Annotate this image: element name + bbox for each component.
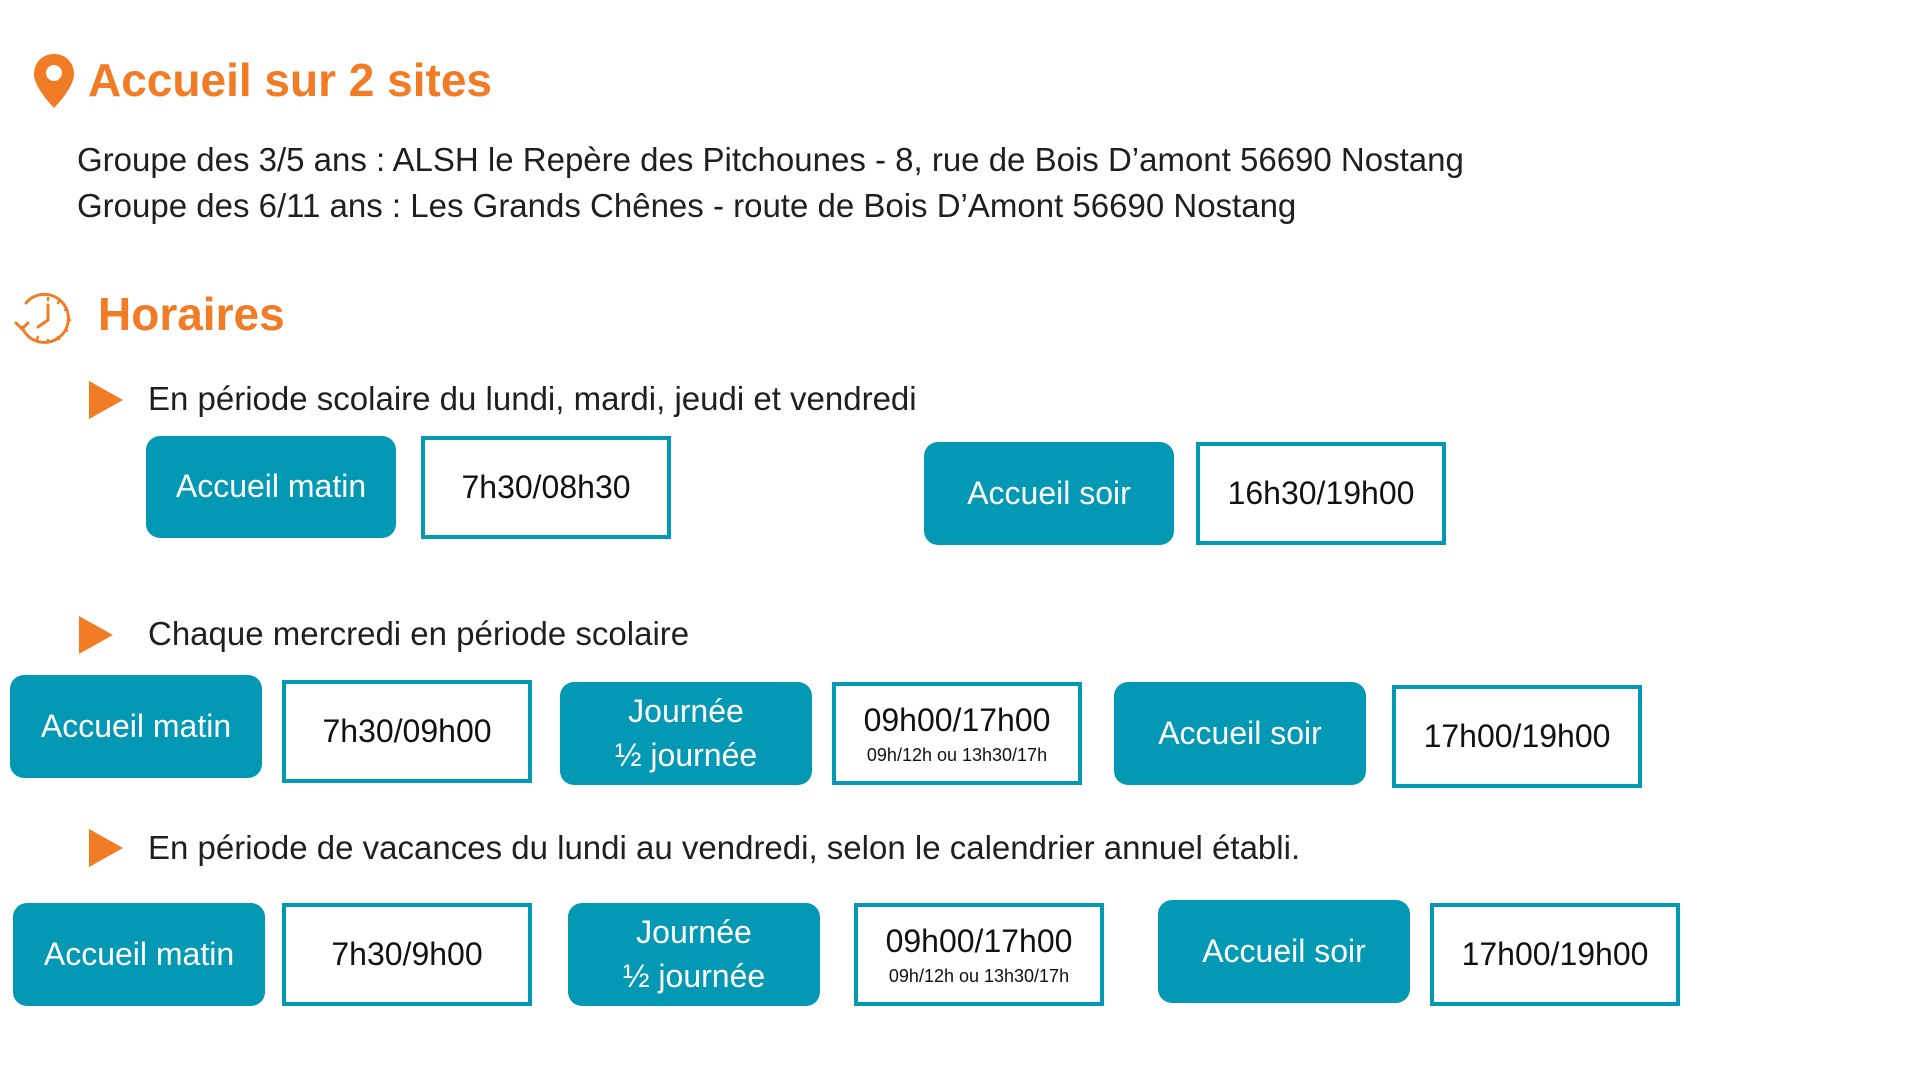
horaires-title: Horaires (98, 288, 285, 340)
pill-label: Accueil matin (175, 468, 367, 505)
triangle-bullet-icon (89, 829, 123, 867)
time-box-soir (1392, 685, 1642, 788)
accueil-soir-pill (924, 442, 1174, 545)
pill-label-journee: Journée (636, 914, 752, 951)
pill-label: Accueil soir (1202, 932, 1366, 969)
pill-label: Accueil soir (967, 474, 1131, 511)
time-box-journee (854, 903, 1104, 1006)
pill-label-journee: Journée (628, 693, 744, 730)
time-value: 7h30/9h00 (331, 936, 483, 973)
pill-label: Accueil soir (1158, 714, 1322, 751)
site-line-1: Groupe des 3/5 ans : ALSH le Repère des Pitchounes - 8, rue de Bois D’amont 56690 Nostang (77, 141, 1464, 178)
time-sub-value: 09h/12h ou 13h30/17h (866, 744, 1048, 765)
pill-label: Accueil matin (43, 935, 235, 972)
journee-pill (568, 903, 820, 1006)
site-line-2: Groupe des 6/11 ans : Les Grands Chênes - route de Bois D’Amont 56690 Nostang (77, 187, 1297, 224)
time-sub-value: 09h/12h ou 13h30/17h (888, 965, 1070, 986)
time-box-soir (1196, 442, 1446, 545)
time-value: 17h00/19h00 (1423, 718, 1611, 755)
pill-label-demi-journee: ½ journée (614, 736, 758, 773)
time-box-journee (832, 682, 1082, 785)
clock-icon (12, 289, 78, 351)
accueil-matin-pill (13, 903, 265, 1006)
triangle-bullet-icon (89, 381, 123, 419)
pill-label-demi-journee: ½ journée (622, 957, 766, 994)
section-label-scolaire: En période scolaire du lundi, mardi, jeudi et vendredi (148, 380, 917, 417)
journee-pill (560, 682, 812, 785)
time-box-soir (1430, 903, 1680, 1006)
time-value: 17h00/19h00 (1461, 936, 1649, 973)
accueil-soir-pill (1114, 682, 1366, 785)
time-value: 7h30/08h30 (461, 469, 631, 506)
map-pin-icon (32, 52, 76, 110)
accueil-soir-pill (1158, 900, 1410, 1003)
time-value: 7h30/09h00 (322, 713, 492, 750)
time-value: 16h30/19h00 (1227, 475, 1415, 512)
time-box-matin (282, 903, 532, 1006)
time-box-matin (282, 680, 532, 783)
accueil-matin-pill (10, 675, 262, 778)
time-value: 09h00/17h00 (885, 922, 1073, 959)
accueil-matin-pill (146, 436, 396, 538)
pill-label: Accueil matin (40, 707, 232, 744)
time-value: 09h00/17h00 (863, 701, 1051, 738)
triangle-bullet-icon (79, 616, 113, 654)
time-box-matin (421, 436, 671, 539)
sites-title: Accueil sur 2 sites (88, 54, 492, 106)
section-label-vacances: En période de vacances du lundi au vendredi, selon le calendrier annuel établi. (148, 829, 1301, 866)
section-label-mercredi: Chaque mercredi en période scolaire (148, 615, 690, 652)
